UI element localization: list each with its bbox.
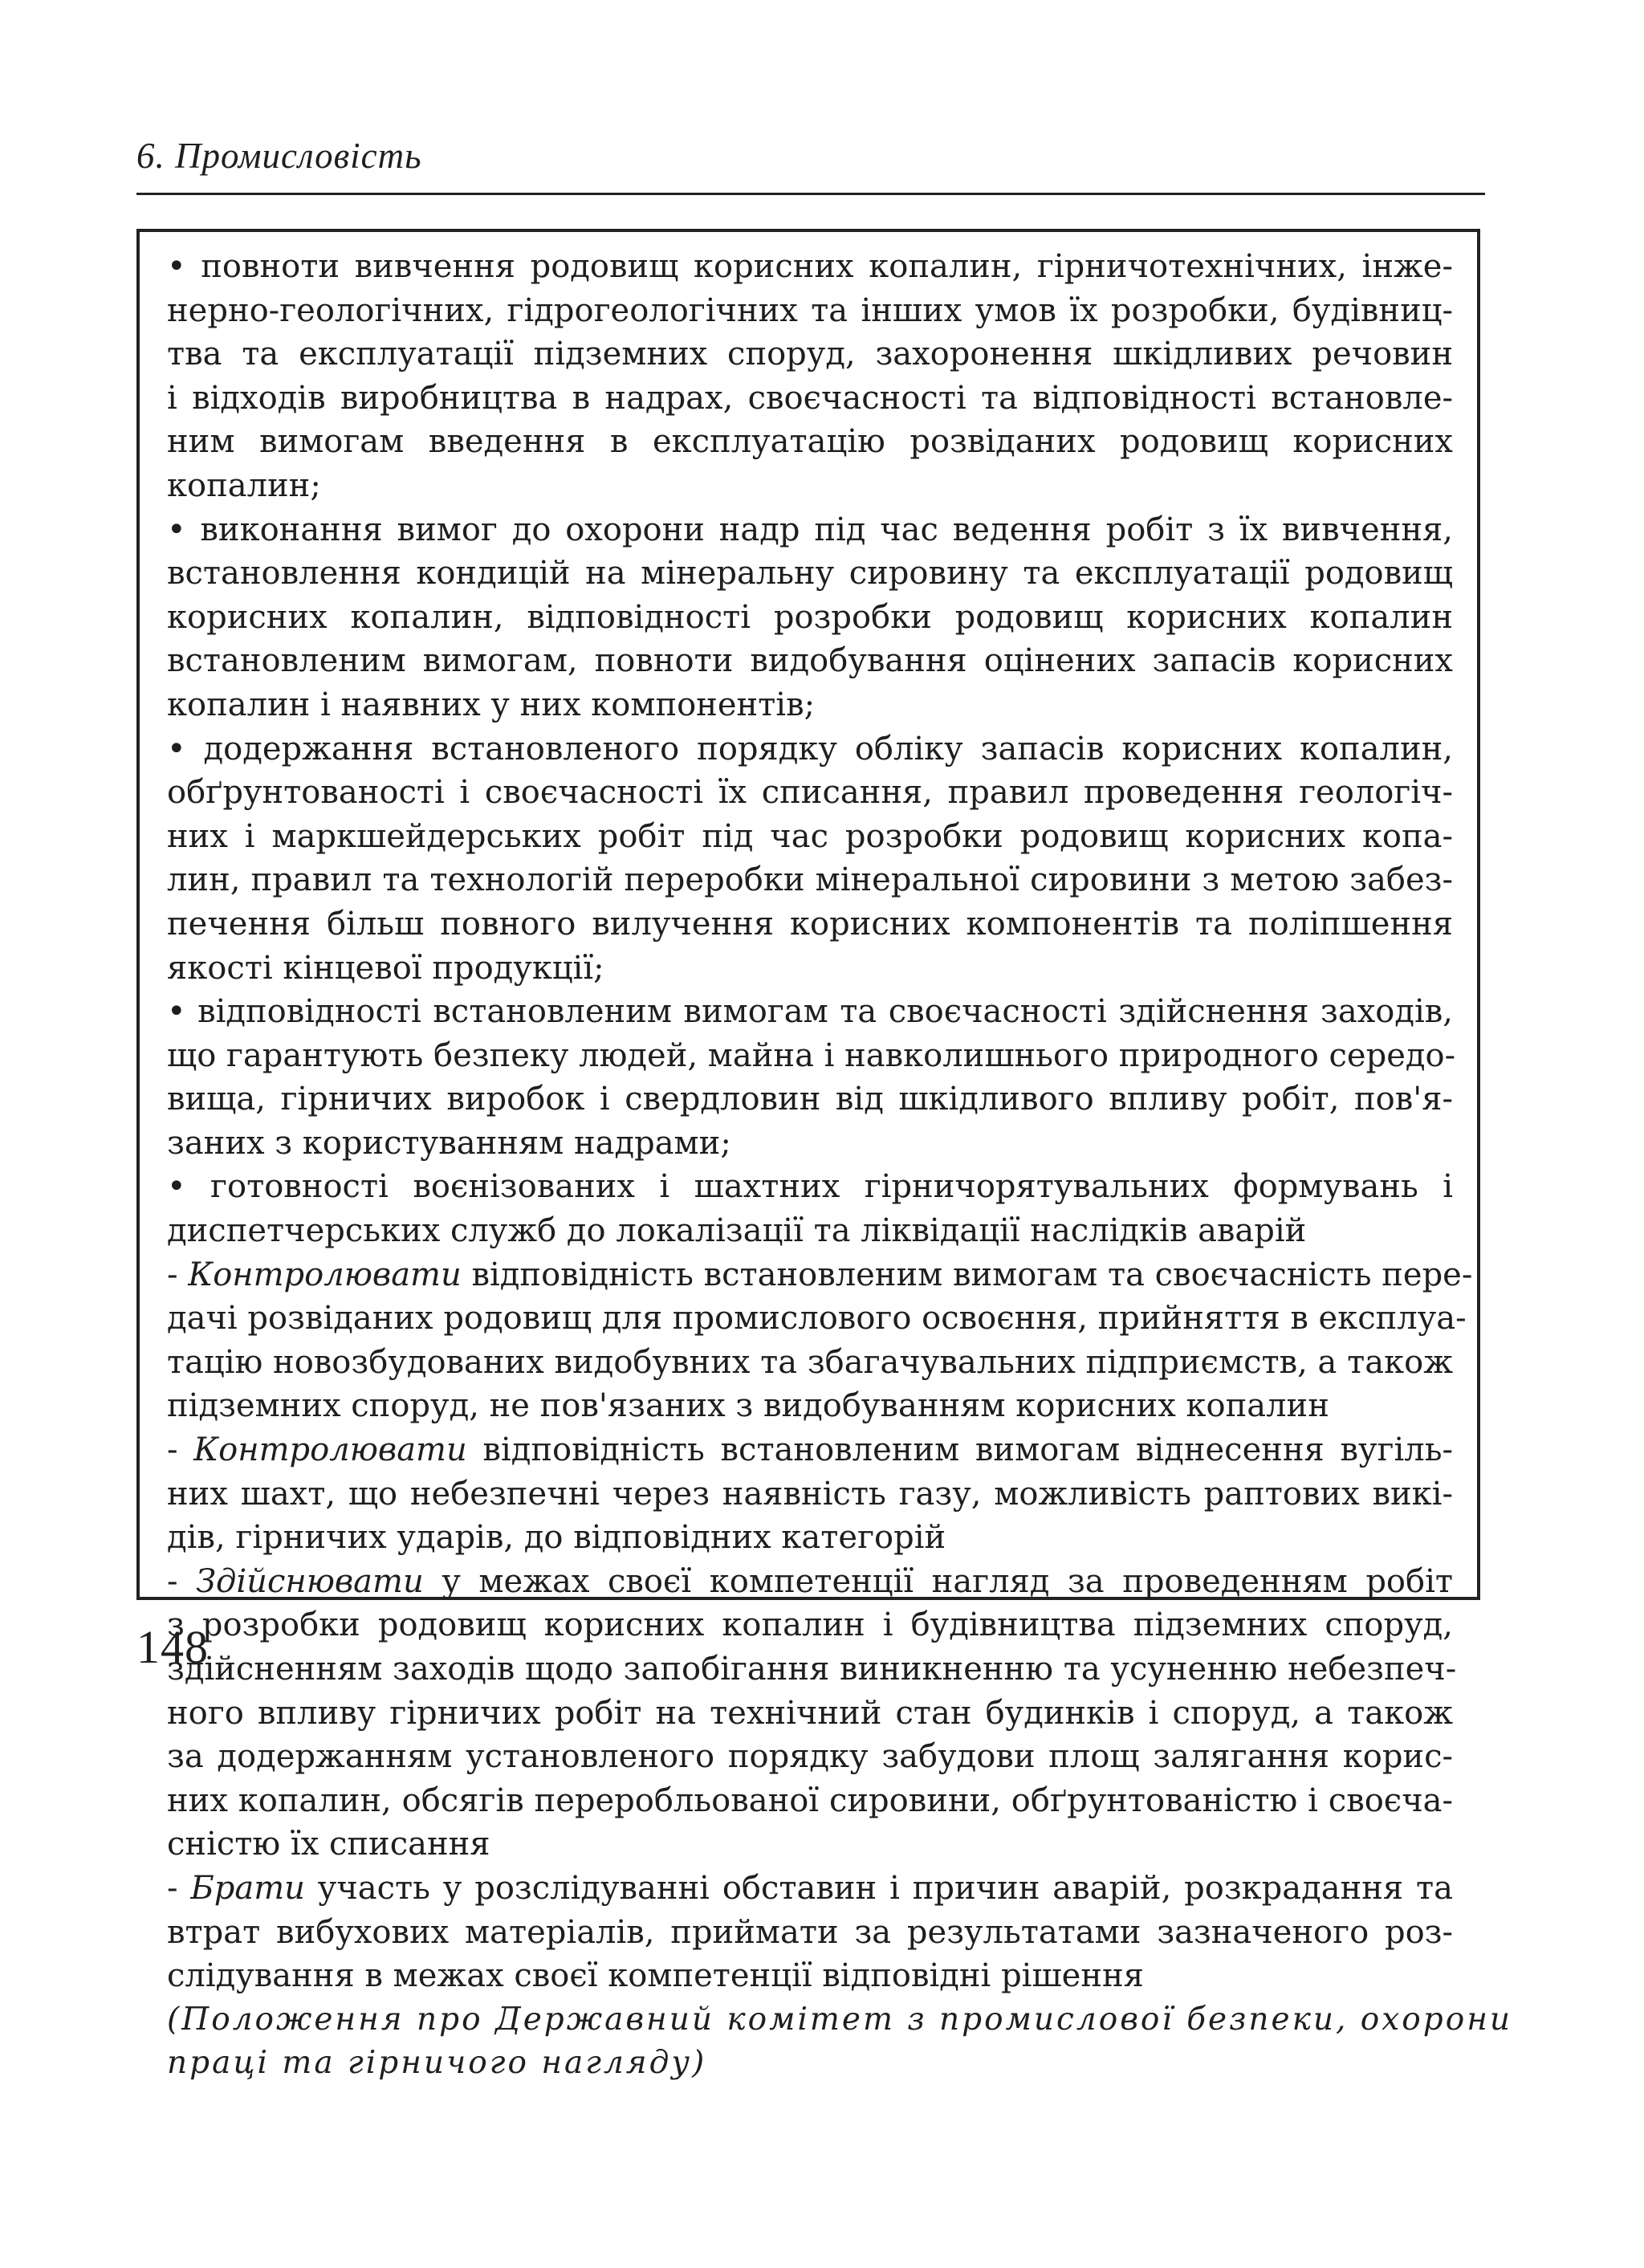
text-line: них копалин, обсягів переробльованої сировини, обґрунтованістю і своєча- [167, 1781, 1453, 1819]
text-line: здійсненням заходів щодо запобігання виникненню та усуненню небезпеч- [167, 1651, 1457, 1688]
text-line: ним вимогам введення в експлуатацію розвіданих родовищ корисних [167, 423, 1453, 461]
text-line: печення більш повного вилучення корисних компонентів та поліпшення [167, 905, 1453, 943]
text-line: заних з користуванням надрами; [167, 1124, 731, 1162]
text-line: них і маркшейдерських робіт під час розробки родовищ корисних копа- [167, 817, 1453, 855]
emphasis-verb: Брати [190, 1869, 305, 1907]
text-line: підземних споруд, не пов'язаних з видобуванням корисних копалин [167, 1387, 1329, 1425]
source-citation-line: праці та гірничого нагляду) [167, 2045, 707, 2082]
source-citation-line: (Положення про Державний комітет з промислової безпеки, охорони [167, 2001, 1513, 2038]
emphasis-verb: Контролювати [193, 1431, 467, 1469]
text-line: нерно-геологічних, гідрогеологічних та інших умов їх розробки, будівниц- [167, 291, 1453, 329]
emphasis-verb: Контролювати [188, 1256, 462, 1293]
text-line: і відходів виробництва в надрах, своєчасності та відповідності встановле- [167, 379, 1453, 417]
text-line: встановлення кондицій на мінеральну сировину та експлуатації родовищ [167, 555, 1453, 592]
text-line: них шахт, що небезпечні через наявність газу, можливість раптових викі- [167, 1475, 1453, 1513]
text-line: • виконання вимог до охорони надр під час ведення робіт з їх вивчення, [167, 511, 1453, 548]
text-line: що гарантують безпеку людей, майна і навколишнього природного середо- [167, 1036, 1456, 1074]
text-line: корисних копалин, відповідності розробки родовищ корисних копалин [167, 598, 1453, 636]
text-line: - Здійснювати у межах своєї компетенції нагляд за проведенням робіт [167, 1562, 1454, 1600]
text-line: обґрунтованості і своєчасності їх списання, правил проведення геологіч- [167, 774, 1453, 812]
text-line: з розробки родовищ корисних копалин і будівництва підземних споруд, [167, 1606, 1453, 1644]
text-line: диспетчерських служб до локалізації та ліквідації наслідків аварій [167, 1212, 1307, 1250]
text-line: • додержання встановленого порядку обліку запасів корисних копалин, [167, 730, 1453, 768]
header-rule [136, 193, 1485, 195]
text-line: втрат вибухових матеріалів, приймати за результатами зазначеного роз- [167, 1913, 1453, 1951]
text-line: • повноти вивчення родовищ корисних копалин, гірничотехнічних, інже- [167, 248, 1453, 285]
text-line: за додержанням установленого порядку забудови площ залягання корис- [167, 1738, 1453, 1776]
text-line: якості кінцевої продукції; [167, 949, 604, 987]
text-line: встановленим вимогам, повноти видобування оцінених запасів корисних [167, 642, 1453, 680]
text-line: копалин; [167, 466, 321, 504]
text-line: - Контролювати відповідність встановленим вимогам та своєчасність пере- [167, 1256, 1473, 1293]
text-line: сністю їх списання [167, 1826, 490, 1863]
text-line: • відповідності встановленим вимогам та своєчасності здійснення заходів, [167, 993, 1453, 1031]
running-head-title: 6. Промисловість [136, 136, 422, 176]
text-line: - Брати участь у розслідуванні обставин і причин аварій, розкрадання та [167, 1869, 1453, 1907]
text-line: слідування в межах своєї компетенції відповідні рішення [167, 1957, 1144, 1995]
text-line: дачі розвіданих родовищ для промислового освоєння, прийняття в експлуа- [167, 1300, 1467, 1338]
text-line: лин, правил та технологій переробки мінеральної сировини з метою забез- [167, 861, 1453, 899]
text-line: - Контролювати відповідність встановленим вимогам віднесення вугіль- [167, 1431, 1453, 1469]
text-line: • готовності воєнізованих і шахтних гірничорятувальних формувань і [167, 1168, 1453, 1206]
page-number: 148 [136, 1621, 209, 1673]
text-line: тацію новозбудованих видобувних та збагачувальних підприємств, а також [167, 1343, 1453, 1381]
text-line: копалин і наявних у них компонентів; [167, 686, 816, 723]
text-line: тва та експлуатації підземних споруд, захоронення шкідливих речовин [167, 336, 1453, 373]
text-line: вища, гірничих виробок і свердловин від шкідливого впливу робіт, пов'я- [167, 1081, 1453, 1118]
text-line: дів, гірничих ударів, до відповідних категорій [167, 1519, 946, 1557]
text-box-body [167, 245, 1513, 2086]
emphasis-verb: Здійснювати [196, 1562, 424, 1600]
text-line: ного впливу гірничих робіт на технічний стан будинків і споруд, а також [167, 1694, 1453, 1732]
